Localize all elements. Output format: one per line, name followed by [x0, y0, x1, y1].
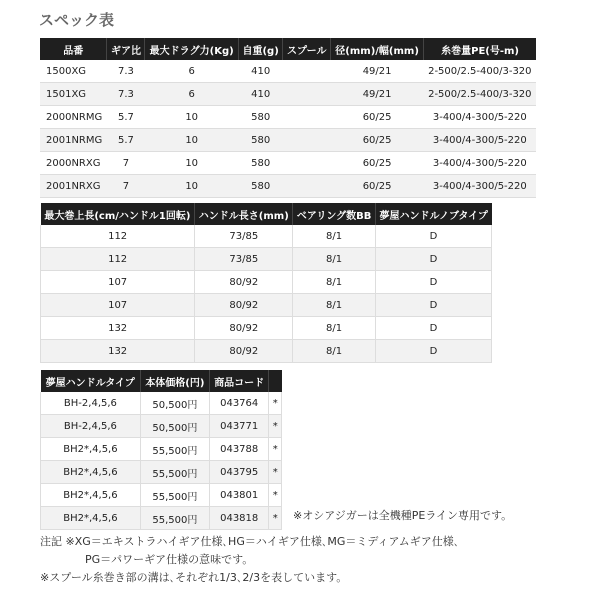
- cell: 50,500円: [140, 415, 209, 438]
- cell: *: [269, 438, 282, 461]
- spec-table-1: [40, 38, 536, 198]
- col-header-weight: 自重(g): [238, 38, 282, 60]
- cell: D: [375, 340, 491, 363]
- cell: 5.7: [107, 129, 145, 152]
- cell: BH-2,4,5,6: [41, 415, 141, 438]
- col-header-price: 本体価格(円): [140, 370, 209, 392]
- table-row: [41, 340, 492, 363]
- cell: 55,500円: [140, 438, 209, 461]
- cell: 580: [238, 129, 282, 152]
- cell: 55,500円: [140, 484, 209, 507]
- cell: 580: [238, 175, 282, 198]
- col-header-diameter-width: 径(mm)/幅(mm): [331, 38, 424, 60]
- cell: 1501XG: [40, 83, 107, 106]
- col-header-product-code: 商品コード: [209, 370, 269, 392]
- cell: 580: [238, 106, 282, 129]
- cell: 107: [41, 294, 195, 317]
- cell: 49/21: [331, 83, 424, 106]
- cell: 49/21: [331, 60, 424, 83]
- cell: 8/1: [293, 271, 376, 294]
- cell: 043818: [209, 507, 269, 530]
- cell: 2-500/2.5-400/3-320: [424, 83, 536, 106]
- cell: [283, 175, 331, 198]
- col-header-handle-type: 夢屋ハンドルタイプ: [41, 370, 141, 392]
- col-header-spool: スプール: [283, 38, 331, 60]
- cell: 107: [41, 271, 195, 294]
- cell: 80/92: [195, 294, 293, 317]
- cell: D: [375, 248, 491, 271]
- col-header-max-drag: 最大ドラグ力(Kg): [145, 38, 238, 60]
- table-row: [41, 225, 492, 248]
- cell: 7: [107, 152, 145, 175]
- col-header-gear-ratio: ギア比: [107, 38, 145, 60]
- cell: 3-400/4-300/5-220: [424, 129, 536, 152]
- note-line-2: PG＝パワーギア仕様の意味です。: [85, 553, 254, 566]
- cell: 6: [145, 83, 238, 106]
- price-table: [40, 370, 282, 530]
- cell: 8/1: [293, 340, 376, 363]
- table-row: [41, 317, 492, 340]
- cell: [283, 83, 331, 106]
- cell: 2001NRMG: [40, 129, 107, 152]
- cell: D: [375, 317, 491, 340]
- cell: 10: [145, 175, 238, 198]
- col-header-handle-length: ハンドル長さ(mm): [195, 203, 293, 225]
- note-line-3: ※スプール糸巻き部の溝は､それぞれ1/3､2/3を表しています。: [40, 571, 348, 584]
- cell: 2000NRXG: [40, 152, 107, 175]
- table-header-row: [41, 203, 492, 225]
- cell: 132: [41, 317, 195, 340]
- table-row: [41, 294, 492, 317]
- cell: 2001NRXG: [40, 175, 107, 198]
- cell: 73/85: [195, 248, 293, 271]
- cell: 5.7: [107, 106, 145, 129]
- cell: 8/1: [293, 294, 376, 317]
- cell: 7.3: [107, 60, 145, 83]
- cell: 10: [145, 152, 238, 175]
- cell: 6: [145, 60, 238, 83]
- cell: 80/92: [195, 271, 293, 294]
- cell: 60/25: [331, 106, 424, 129]
- cell: 3-400/4-300/5-220: [424, 106, 536, 129]
- cell: 80/92: [195, 317, 293, 340]
- cell: 8/1: [293, 225, 376, 248]
- cell: 580: [238, 152, 282, 175]
- cell: *: [269, 392, 282, 415]
- cell: 55,500円: [140, 461, 209, 484]
- cell: 132: [41, 340, 195, 363]
- notes-section: [40, 533, 459, 587]
- table-row: [41, 461, 282, 484]
- cell: 60/25: [331, 129, 424, 152]
- table-row: [41, 507, 282, 530]
- page-title: スペック表: [39, 11, 115, 29]
- cell: *: [269, 415, 282, 438]
- note-line-1: 注記 ※XG＝エキストラハイギア仕様､HG＝ハイギア仕様､MG＝ミディアムギア仕様､: [40, 535, 460, 548]
- cell: 043771: [209, 415, 269, 438]
- cell: 2-500/2.5-400/3-320: [424, 60, 536, 83]
- col-header-max-retrieve: 最大巻上長(cm/ハンドル1回転): [41, 203, 195, 225]
- cell: 10: [145, 106, 238, 129]
- table-row: [40, 83, 536, 106]
- cell: 55,500円: [140, 507, 209, 530]
- cell: 2000NRMG: [40, 106, 107, 129]
- cell: [283, 129, 331, 152]
- cell: *: [269, 484, 282, 507]
- table-row: [40, 129, 536, 152]
- table-row: [40, 175, 536, 198]
- cell: BH2*,4,5,6: [41, 507, 141, 530]
- cell: D: [375, 225, 491, 248]
- cell: 043764: [209, 392, 269, 415]
- cell: 043795: [209, 461, 269, 484]
- cell: 50,500円: [140, 392, 209, 415]
- cell: 10: [145, 129, 238, 152]
- table-row: [41, 248, 492, 271]
- col-header-line-capacity: 糸巻量PE(号-m): [424, 38, 536, 60]
- cell: 60/25: [331, 175, 424, 198]
- col-header-mark: [269, 370, 282, 392]
- cell: BH-2,4,5,6: [41, 392, 141, 415]
- cell: 73/85: [195, 225, 293, 248]
- cell: 112: [41, 225, 195, 248]
- cell: 3-400/4-300/5-220: [424, 175, 536, 198]
- cell: 7: [107, 175, 145, 198]
- table-row: [41, 271, 492, 294]
- cell: 3-400/4-300/5-220: [424, 152, 536, 175]
- table-row: [41, 392, 282, 415]
- cell: D: [375, 294, 491, 317]
- cell: 8/1: [293, 248, 376, 271]
- cell: *: [269, 507, 282, 530]
- cell: *: [269, 461, 282, 484]
- cell: [283, 60, 331, 83]
- col-header-knob-type: 夢屋ハンドルノブタイプ: [375, 203, 491, 225]
- table-row: [41, 415, 282, 438]
- table-row: [40, 106, 536, 129]
- table-row: [40, 152, 536, 175]
- cell: 8/1: [293, 317, 376, 340]
- cell: 7.3: [107, 83, 145, 106]
- table-row: [41, 438, 282, 461]
- cell: 043788: [209, 438, 269, 461]
- cell: 112: [41, 248, 195, 271]
- cell: BH2*,4,5,6: [41, 484, 141, 507]
- cell: BH2*,4,5,6: [41, 438, 141, 461]
- cell: 60/25: [331, 152, 424, 175]
- pe-line-note: ※オシアジガーは全機種PEライン専用です。: [293, 509, 513, 522]
- col-header-bearings: ベアリング数BB: [293, 203, 376, 225]
- cell: BH2*,4,5,6: [41, 461, 141, 484]
- cell: [283, 152, 331, 175]
- table-row: [40, 60, 536, 83]
- cell: 410: [238, 83, 282, 106]
- cell: D: [375, 271, 491, 294]
- table-header-row: [40, 38, 536, 60]
- col-header-part-number: 品番: [40, 38, 107, 60]
- cell: 410: [238, 60, 282, 83]
- cell: 043801: [209, 484, 269, 507]
- table-header-row: [41, 370, 282, 392]
- cell: 80/92: [195, 340, 293, 363]
- spec-table-2: [40, 203, 492, 363]
- cell: [283, 106, 331, 129]
- table-row: [41, 484, 282, 507]
- cell: 1500XG: [40, 60, 107, 83]
